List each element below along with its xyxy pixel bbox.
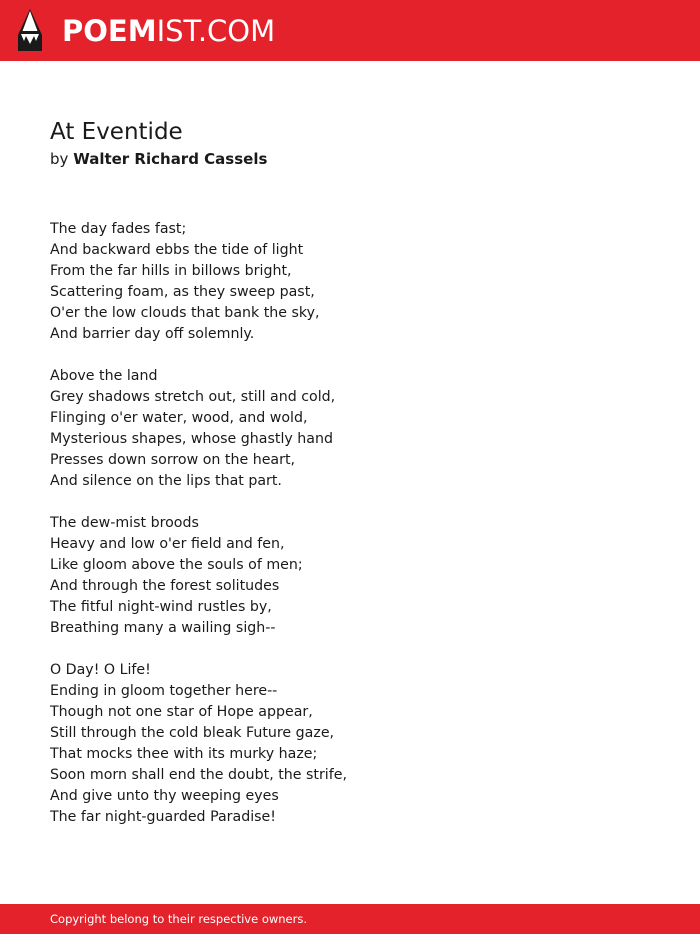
poem-body xyxy=(50,219,650,849)
poem-line: And barrier day off solemnly. xyxy=(50,326,255,342)
poem-line: From the far hills in billows bright, xyxy=(50,263,292,279)
poem-line: O Day! O Life! xyxy=(50,662,151,678)
poem-author: Walter Richard Cassels xyxy=(73,150,268,168)
poem-byline xyxy=(50,149,267,169)
poem-line: The far night-guarded Paradise! xyxy=(50,809,276,825)
site-footer xyxy=(0,904,700,934)
poem-line: The dew-mist broods xyxy=(50,515,199,531)
poem-line: Grey shadows stretch out, still and cold, xyxy=(50,389,336,405)
poem-line: Still through the cold bleak Future gaze, xyxy=(50,725,335,741)
poem-line: Though not one star of Hope appear, xyxy=(50,704,313,720)
pencil-tip-icon[interactable] xyxy=(18,9,42,51)
poem-stanza xyxy=(50,513,650,639)
poem-line: The day fades fast; xyxy=(50,221,187,237)
poem-line: Scattering foam, as they sweep past, xyxy=(50,284,315,300)
poem-stanza xyxy=(50,219,650,345)
poem-stanza xyxy=(50,660,650,828)
poem-line: Heavy and low o'er field and fen, xyxy=(50,536,285,552)
poem-title: At Eventide xyxy=(50,119,183,145)
poem-line: That mocks thee with its murky haze; xyxy=(50,746,318,762)
byline-prefix: by xyxy=(50,150,69,168)
poem-line: Flinging o'er water, wood, and wold, xyxy=(50,410,308,426)
poem-line: And through the forest solitudes xyxy=(50,578,280,594)
poem-line: The fitful night-wind rustles by, xyxy=(50,599,272,615)
poem-line: Ending in gloom together here-- xyxy=(50,683,278,699)
poem-line: And silence on the lips that part. xyxy=(50,473,282,489)
poem-line: Presses down sorrow on the heart, xyxy=(50,452,296,468)
site-brand-link[interactable] xyxy=(62,13,275,49)
brand-bold-text: POEM xyxy=(62,14,157,48)
poem-line: Like gloom above the souls of men; xyxy=(50,557,303,573)
poem-line: O'er the low clouds that bank the sky, xyxy=(50,305,320,321)
brand-light-text: IST.COM xyxy=(156,14,276,48)
poem-line: Above the land xyxy=(50,368,158,384)
poem-line: Mysterious shapes, whose ghastly hand xyxy=(50,431,333,447)
poem-line: Soon morn shall end the doubt, the strife, xyxy=(50,767,347,783)
site-header xyxy=(0,0,700,61)
poem-line: Breathing many a wailing sigh-- xyxy=(50,620,276,636)
poem-line: And give unto thy weeping eyes xyxy=(50,788,279,804)
poem-stanza xyxy=(50,366,650,492)
copyright-notice: Copyright belong to their respective owners. xyxy=(50,912,308,926)
poem-line: And backward ebbs the tide of light xyxy=(50,242,304,258)
